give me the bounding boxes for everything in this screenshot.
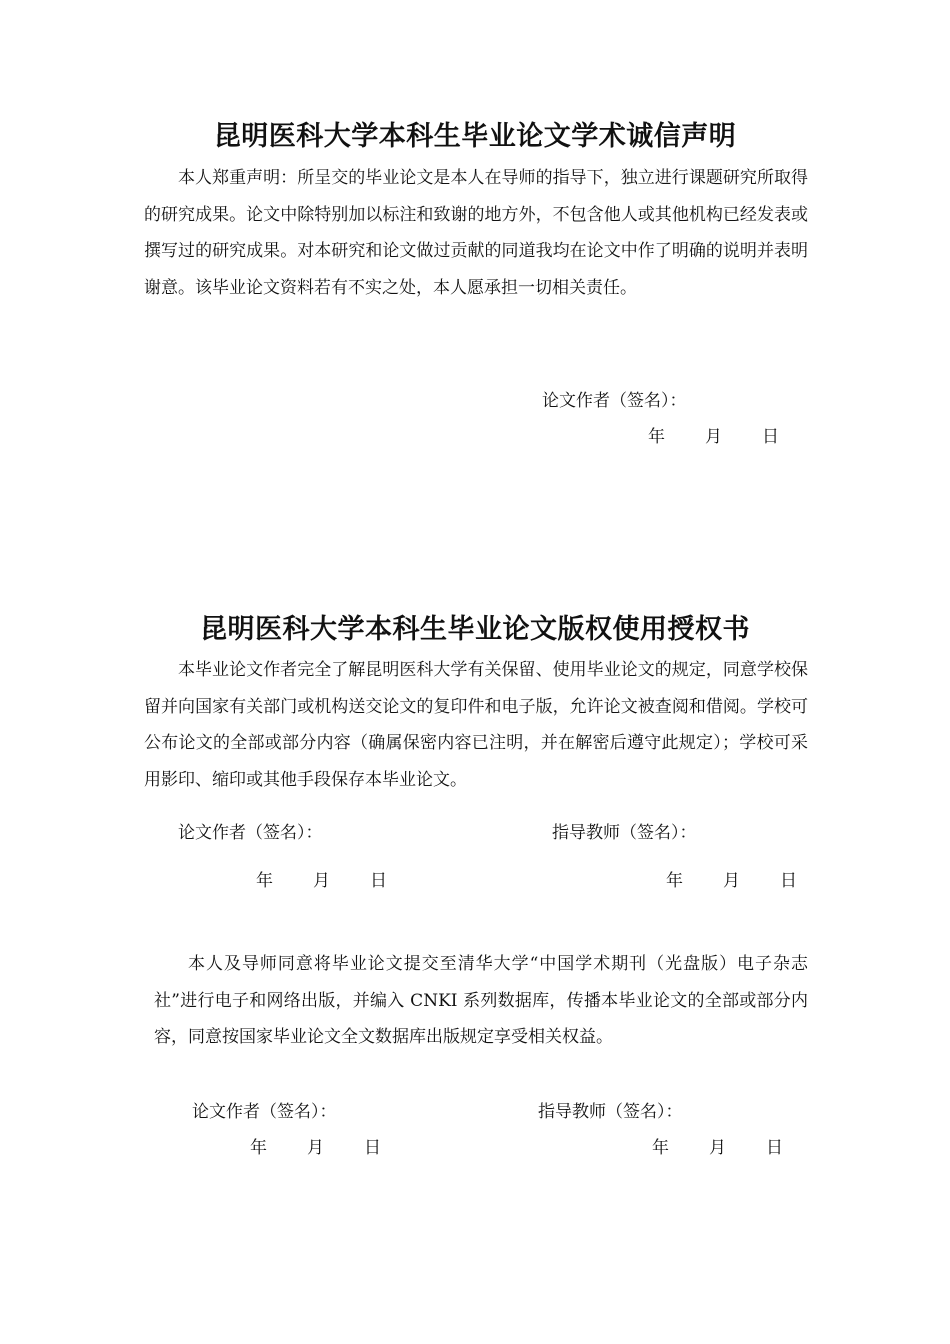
month-label: 月 xyxy=(313,871,330,891)
year-label: 年 xyxy=(666,871,683,891)
month-label: 月 xyxy=(723,871,740,891)
copyright-author-date xyxy=(256,866,387,891)
copyright-paragraph: 本毕业论文作者完全了解昆明医科大学有关保留、使用毕业论文的规定，同意学校保留并向国家有关部门或机构送交论文的复印件和电子版，允许论文被查阅和借阅。学校可公布论文的全部或部分内容（确属保密内容已注明，并在解密后遵守此规定）；学校可采用影印、缩印或其他手段保存本毕业论文。 xyxy=(144,660,808,790)
cnki-body xyxy=(154,946,808,1056)
copyright-author-label: 论文作者（签名）： xyxy=(178,823,323,843)
integrity-paragraph: 本人郑重声明：所呈交的毕业论文是本人在导师的指导下，独立进行课题研究所取得的研究成果。论文中除特别加以标注和致谢的地方外，不包含他人或其他机构已经发表或撰写过的研究成果。对本研究和论文做过贡献的同道我均在论文中作了明确的说明并表明谢意。该毕业论文资料若有不实之处，本人愿承担一切相关责任。 xyxy=(144,168,808,298)
day-label: 日 xyxy=(370,871,387,891)
copyright-advisor-label: 指导教师（签名）： xyxy=(552,823,697,843)
cnki-advisor-date xyxy=(652,1133,783,1158)
day-label: 日 xyxy=(364,1138,381,1158)
cnki-advisor-label: 指导教师（签名）： xyxy=(538,1102,683,1122)
copyright-body xyxy=(144,652,808,798)
integrity-body xyxy=(144,160,808,306)
copyright-advisor-date xyxy=(666,866,797,891)
month-label: 月 xyxy=(307,1138,324,1158)
year-label: 年 xyxy=(250,1138,267,1158)
year-label: 年 xyxy=(256,871,273,891)
cnki-author-date xyxy=(250,1133,381,1158)
copyright-title: 昆明医科大学本科生毕业论文版权使用授权书 xyxy=(200,614,750,645)
day-label: 日 xyxy=(766,1138,783,1158)
integrity-date xyxy=(648,422,779,447)
year-label: 年 xyxy=(652,1138,669,1158)
month-label: 月 xyxy=(705,427,722,447)
integrity-title: 昆明医科大学本科生毕业论文学术诚信声明 xyxy=(213,121,737,152)
integrity-signature-label: 论文作者（签名）： xyxy=(542,391,687,411)
day-label: 日 xyxy=(762,427,779,447)
year-label: 年 xyxy=(648,427,665,447)
cnki-paragraph: 本人及导师同意将毕业论文提交至清华大学“中国学术期刊（光盘版）电子杂志社”进行电子和网络出版，并编入 CNKI 系列数据库，传播本毕业论文的全部或部分内容，同意按国家毕业论文全文数据库出版规定享受相关权益。 xyxy=(154,954,808,1047)
month-label: 月 xyxy=(709,1138,726,1158)
day-label: 日 xyxy=(780,871,797,891)
cnki-author-label: 论文作者（签名）： xyxy=(192,1102,337,1122)
